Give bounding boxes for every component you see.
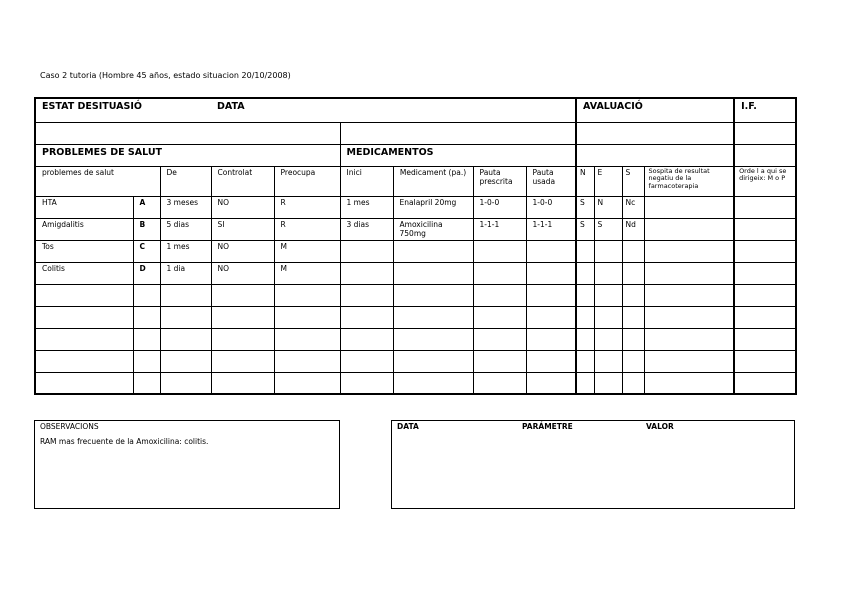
col-medicament: Medicament (pa.) <box>393 166 473 196</box>
col-ordre: Orde l a qui se dirigeix: M o P <box>734 166 796 196</box>
table-row <box>35 196 796 218</box>
data-header: DATA <box>211 98 576 122</box>
medicament-cell <box>393 262 473 284</box>
ordre-cell <box>734 350 796 372</box>
observacions-title: OBSERVACIONS <box>40 422 99 431</box>
n-cell <box>576 262 594 284</box>
sospita-cell <box>644 372 734 394</box>
preocupa-cell: M <box>274 262 340 284</box>
patient-status-table <box>34 97 797 395</box>
pauta-usada-cell <box>526 372 576 394</box>
n-cell <box>576 328 594 350</box>
e-cell <box>594 306 622 328</box>
blank-if-2 <box>734 144 796 166</box>
blank-avaluacio-2 <box>576 144 734 166</box>
inici-cell: 3 dias <box>340 218 393 240</box>
table-row <box>35 284 796 306</box>
de-cell: 1 dia <box>160 262 211 284</box>
blank-right <box>340 122 576 144</box>
preocupa-cell <box>274 350 340 372</box>
pauta-prescrita-cell <box>473 372 526 394</box>
de-cell: 3 meses <box>160 196 211 218</box>
pauta-usada-cell <box>526 350 576 372</box>
preocupa-cell: R <box>274 218 340 240</box>
col-sospita: Sospita de resultat negatiu de la farmacoterapia <box>644 166 734 196</box>
code-cell: C <box>133 240 160 262</box>
problem-cell <box>35 350 133 372</box>
de-cell <box>160 284 211 306</box>
medicament-cell: Amoxicilina 750mg <box>393 218 473 240</box>
inici-cell <box>340 284 393 306</box>
pauta-prescrita-cell: 1-0-0 <box>473 196 526 218</box>
table-row <box>35 372 796 394</box>
problemes-header: PROBLEMES DE SALUT <box>35 144 340 166</box>
estat-header: ESTAT DESITUASIÓ <box>35 98 211 122</box>
pauta-usada-cell <box>526 328 576 350</box>
problem-cell: Tos <box>35 240 133 262</box>
code-cell <box>133 306 160 328</box>
inici-cell <box>340 350 393 372</box>
code-cell: A <box>133 196 160 218</box>
code-cell <box>133 372 160 394</box>
controlat-cell <box>211 306 274 328</box>
de-cell <box>160 350 211 372</box>
controlat-cell <box>211 328 274 350</box>
pauta-usada-cell <box>526 284 576 306</box>
inici-cell <box>340 328 393 350</box>
de-cell <box>160 372 211 394</box>
e-cell: S <box>594 218 622 240</box>
s-cell <box>622 262 644 284</box>
de-cell <box>160 306 211 328</box>
n-cell <box>576 306 594 328</box>
pauta-prescrita-cell <box>473 284 526 306</box>
ordre-cell <box>734 196 796 218</box>
preocupa-cell <box>274 372 340 394</box>
s-cell: Nc <box>622 196 644 218</box>
problem-cell: Amigdalitis <box>35 218 133 240</box>
inici-cell <box>340 372 393 394</box>
inici-cell <box>340 262 393 284</box>
table-row <box>35 262 796 284</box>
col-problemes: problemes de salut <box>35 166 160 196</box>
pauta-prescrita-cell <box>473 262 526 284</box>
ordre-cell <box>734 284 796 306</box>
ordre-cell <box>734 240 796 262</box>
col-pauta-prescrita: Pauta prescrita <box>473 166 526 196</box>
pauta-usada-cell <box>526 240 576 262</box>
col-controlat: Controlat <box>211 166 274 196</box>
table-row <box>35 306 796 328</box>
medicament-cell <box>393 350 473 372</box>
case-caption: Caso 2 tutoria (Hombre 45 años, estado situacion 20/10/2008) <box>40 71 291 80</box>
controlat-cell <box>211 350 274 372</box>
pauta-prescrita-cell <box>473 240 526 262</box>
problem-cell: Colitis <box>35 262 133 284</box>
col-pauta-usada: Pauta usada <box>526 166 576 196</box>
sospita-cell <box>644 240 734 262</box>
if-header: I.F. <box>734 98 796 122</box>
controlat-cell: NO <box>211 196 274 218</box>
pauta-usada-cell: 1-0-0 <box>526 196 576 218</box>
sospita-cell <box>644 350 734 372</box>
medicament-cell <box>393 306 473 328</box>
code-cell <box>133 328 160 350</box>
controlat-cell <box>211 284 274 306</box>
controlat-cell: NO <box>211 262 274 284</box>
parameters-box <box>391 420 795 509</box>
s-cell <box>622 372 644 394</box>
avaluacio-header: AVALUACIÓ <box>576 98 734 122</box>
controlat-cell <box>211 372 274 394</box>
code-cell <box>133 284 160 306</box>
sospita-cell <box>644 218 734 240</box>
ordre-cell <box>734 218 796 240</box>
pauta-prescrita-cell <box>473 350 526 372</box>
problem-cell <box>35 306 133 328</box>
pauta-prescrita-cell <box>473 328 526 350</box>
pauta-usada-cell <box>526 306 576 328</box>
ordre-cell <box>734 262 796 284</box>
observacions-box <box>34 420 340 509</box>
n-cell <box>576 372 594 394</box>
e-cell <box>594 262 622 284</box>
ordre-cell <box>734 372 796 394</box>
params-parametre-label: PARÁMETRE <box>522 422 573 431</box>
de-cell: 5 dias <box>160 218 211 240</box>
s-cell <box>622 350 644 372</box>
pauta-prescrita-cell <box>473 306 526 328</box>
observacions-text: RAM mas frecuente de la Amoxicilina: colitis. <box>40 437 209 446</box>
table-row <box>35 240 796 262</box>
params-data-label: DATA <box>397 422 419 431</box>
e-cell <box>594 284 622 306</box>
inici-cell <box>340 306 393 328</box>
n-cell <box>576 240 594 262</box>
medicament-cell <box>393 284 473 306</box>
s-cell: Nd <box>622 218 644 240</box>
e-cell <box>594 328 622 350</box>
e-cell <box>594 372 622 394</box>
ordre-cell <box>734 306 796 328</box>
col-e: E <box>594 166 622 196</box>
ordre-cell <box>734 328 796 350</box>
preocupa-cell <box>274 284 340 306</box>
blank-if <box>734 122 796 144</box>
preocupa-cell: R <box>274 196 340 218</box>
pauta-usada-cell: 1-1-1 <box>526 218 576 240</box>
blank-left <box>35 122 340 144</box>
table-row <box>35 218 796 240</box>
preocupa-cell: M <box>274 240 340 262</box>
n-cell <box>576 350 594 372</box>
problem-cell <box>35 284 133 306</box>
inici-cell: 1 mes <box>340 196 393 218</box>
col-s: S <box>622 166 644 196</box>
e-cell <box>594 350 622 372</box>
medicament-cell <box>393 240 473 262</box>
table-row <box>35 328 796 350</box>
n-cell: S <box>576 218 594 240</box>
pauta-usada-cell <box>526 262 576 284</box>
sospita-cell <box>644 262 734 284</box>
controlat-cell: SI <box>211 218 274 240</box>
s-cell <box>622 306 644 328</box>
s-cell <box>622 240 644 262</box>
e-cell <box>594 240 622 262</box>
preocupa-cell <box>274 306 340 328</box>
medicaments-header: MEDICAMENTOS <box>340 144 576 166</box>
medicament-cell: Enalapril 20mg <box>393 196 473 218</box>
col-preocupa: Preocupa <box>274 166 340 196</box>
blank-avaluacio <box>576 122 734 144</box>
n-cell <box>576 284 594 306</box>
params-valor-label: VALOR <box>646 422 674 431</box>
n-cell: S <box>576 196 594 218</box>
s-cell <box>622 284 644 306</box>
col-n: N <box>576 166 594 196</box>
sospita-cell <box>644 196 734 218</box>
medicament-cell <box>393 328 473 350</box>
inici-cell <box>340 240 393 262</box>
code-cell: B <box>133 218 160 240</box>
controlat-cell: NO <box>211 240 274 262</box>
pauta-prescrita-cell: 1-1-1 <box>473 218 526 240</box>
problem-cell <box>35 328 133 350</box>
table-row <box>35 350 796 372</box>
sospita-cell <box>644 284 734 306</box>
sospita-cell <box>644 306 734 328</box>
s-cell <box>622 328 644 350</box>
code-cell <box>133 350 160 372</box>
e-cell: N <box>594 196 622 218</box>
medicament-cell <box>393 372 473 394</box>
col-de: De <box>160 166 211 196</box>
de-cell: 1 mes <box>160 240 211 262</box>
de-cell <box>160 328 211 350</box>
problem-cell <box>35 372 133 394</box>
sospita-cell <box>644 328 734 350</box>
preocupa-cell <box>274 328 340 350</box>
code-cell: D <box>133 262 160 284</box>
problem-cell: HTA <box>35 196 133 218</box>
col-inici: Inici <box>340 166 393 196</box>
